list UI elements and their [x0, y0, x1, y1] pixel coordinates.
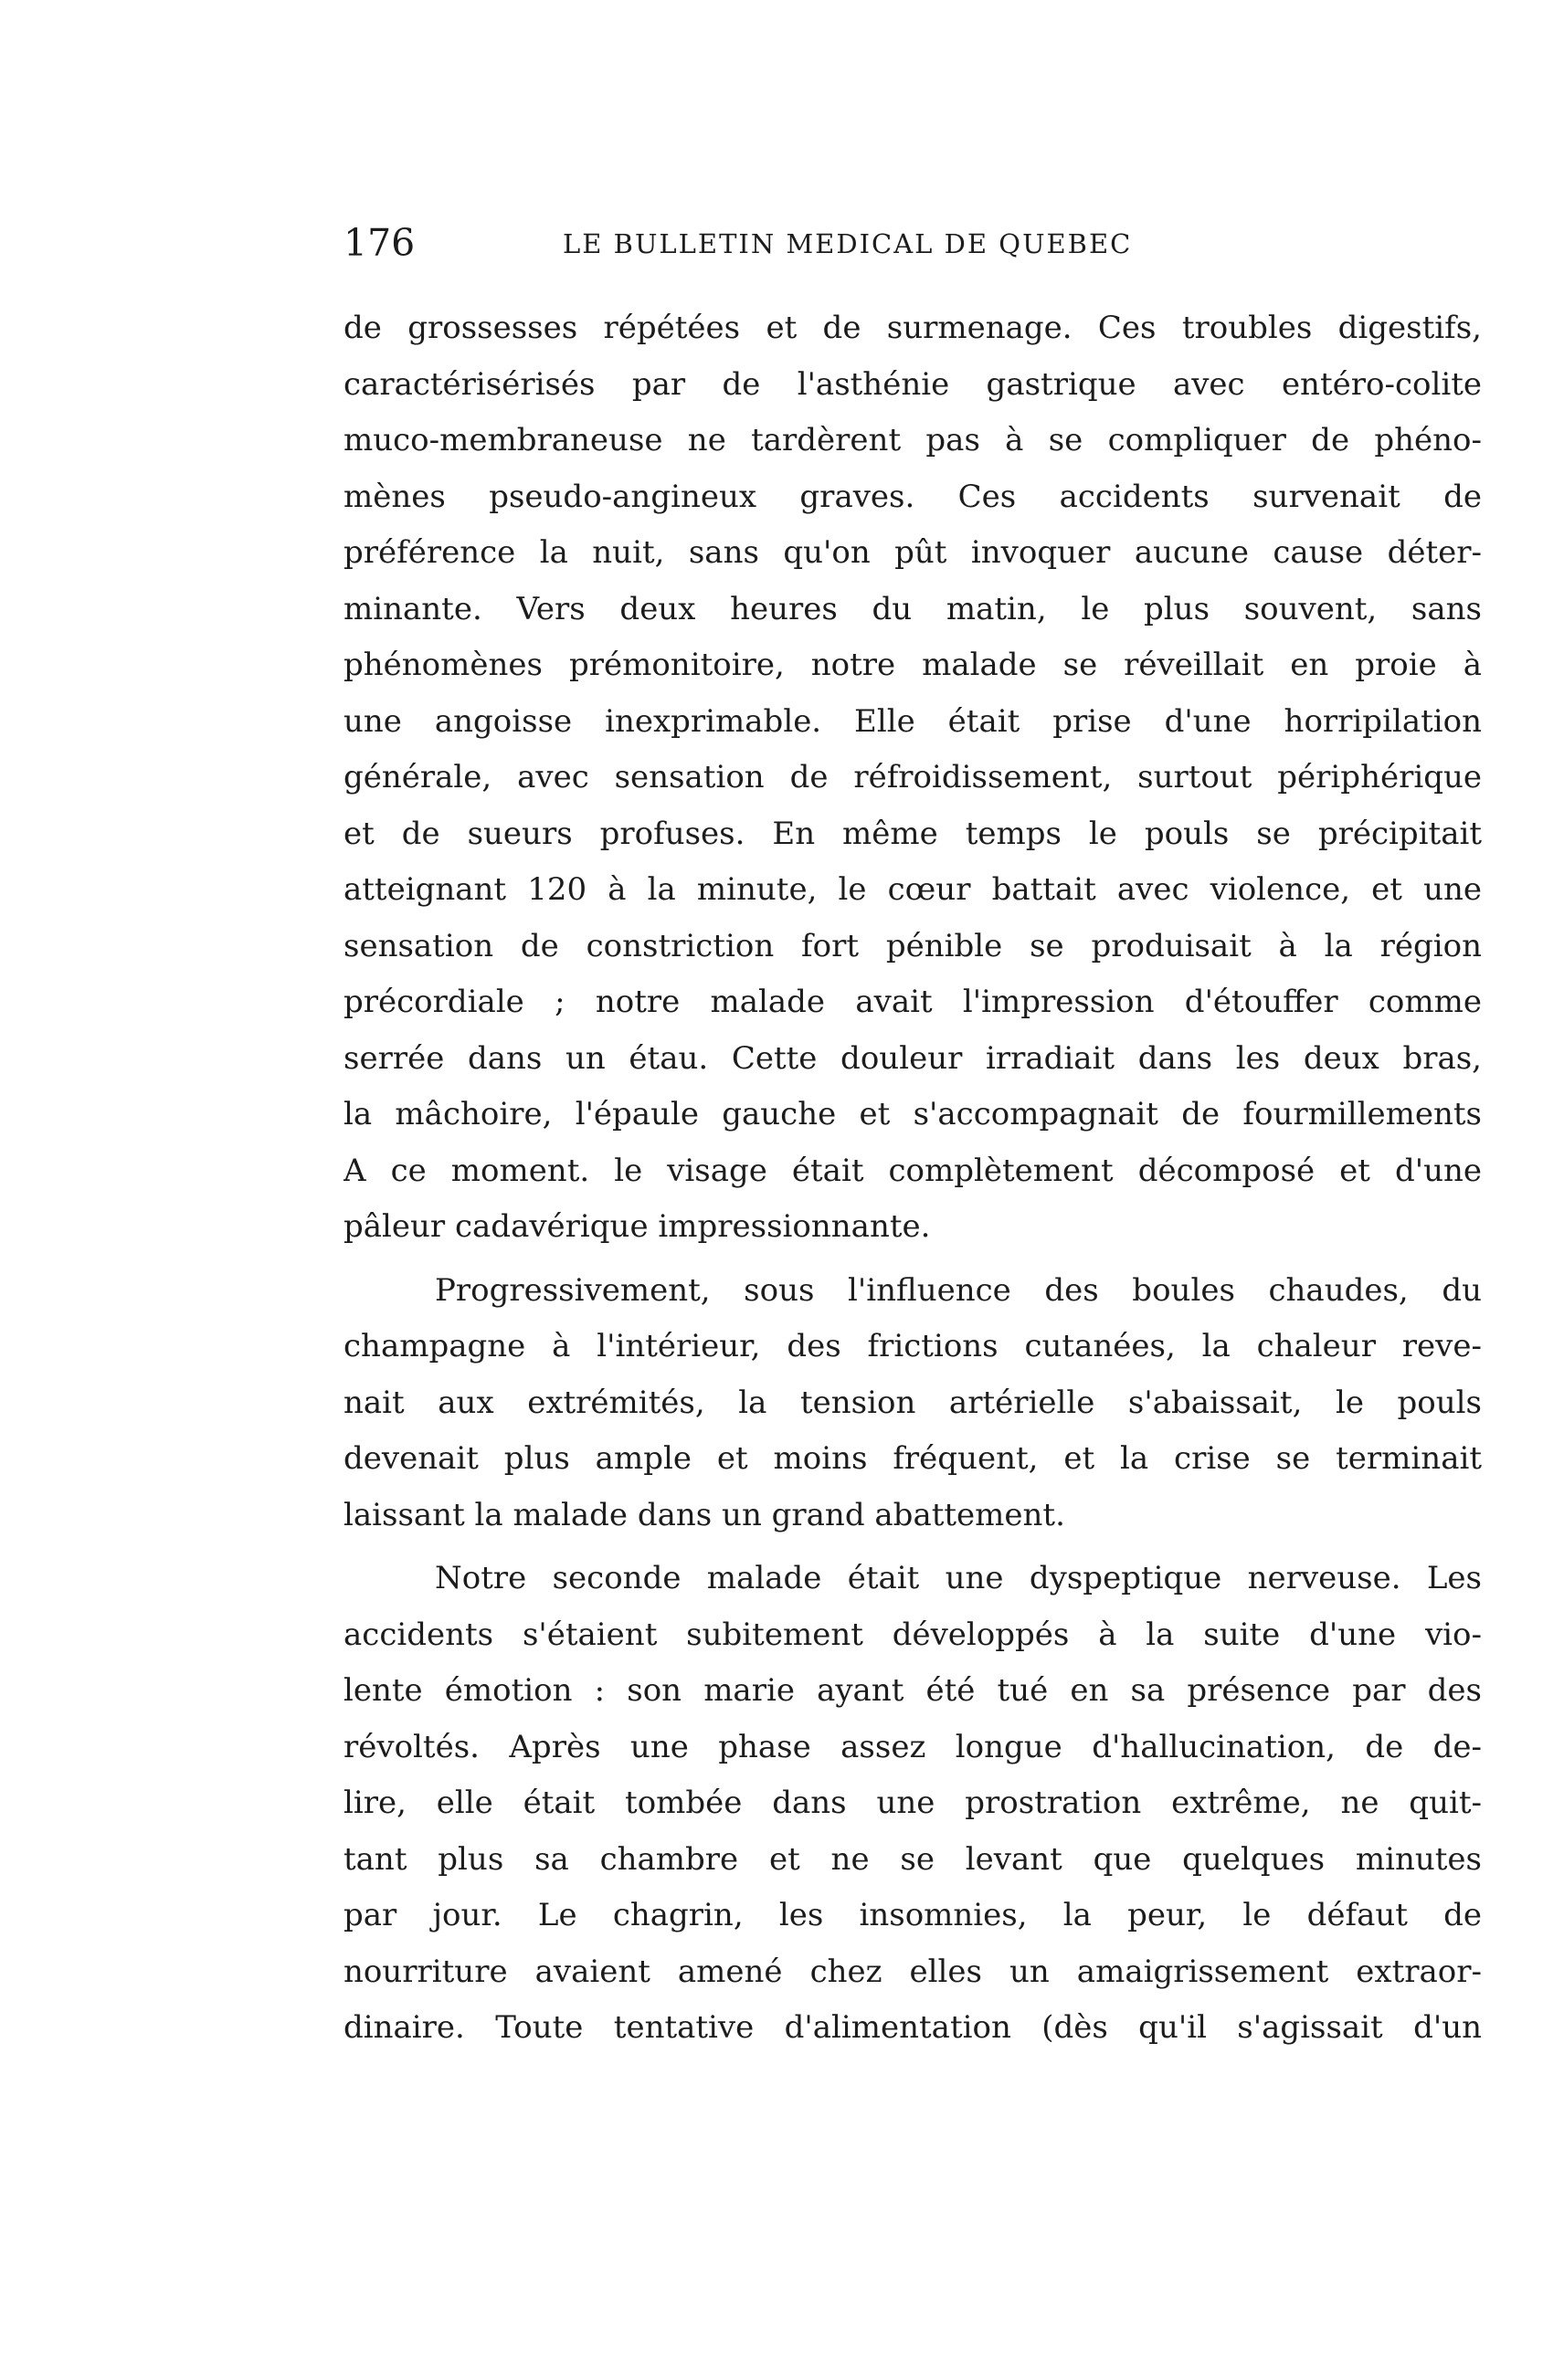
text-line: de grossesses répétées et de surmenage. Ces troubles digestifs, [343, 310, 1482, 346]
page-number: 176 [343, 221, 416, 265]
text-line: nait aux extrémités, la tension artérielle s'abaissait, le pouls [343, 1384, 1482, 1421]
text-line: champagne à l'intérieur, des frictions cutanées, la chaleur reve- [343, 1328, 1482, 1364]
text-line: serrée dans un étau. Cette douleur irradiait dans les deux bras, [343, 1039, 1482, 1077]
text-line: révoltés. Après une phase assez longue d'hallucination, de de- [343, 1728, 1482, 1765]
text-line: devenait plus ample et moins fréquent, et la crise se terminait [343, 1440, 1482, 1477]
text-line: laissant la malade dans un grand abattement. [343, 1496, 1065, 1533]
text-line: lente émotion : son marie ayant été tué en sa présence par des [343, 1672, 1482, 1709]
text-line: une angoisse inexprimable. Elle était prise d'une horripilation [343, 702, 1482, 740]
text-line: A ce moment. le visage était complètement décomposé et d'une [343, 1152, 1482, 1189]
text-line: sensation de constriction fort pénible se produisait à la région [343, 927, 1482, 964]
text-line: lire, elle était tombée dans une prostration extrême, ne quit- [343, 1785, 1482, 1821]
text-line: accidents s'étaient subitement développés à la suite d'une vio- [343, 1616, 1482, 1653]
text-line: préférence la nuit, sans qu'on pût invoquer aucune cause déter- [343, 534, 1482, 571]
text-line: tant plus sa chambre et ne se levant que quelques minutes [343, 1840, 1482, 1878]
text-line: Progressivement, sous l'influence des boules chaudes, du [435, 1271, 1482, 1309]
text-line: caractérisérisés par de l'asthénie gastrique avec entéro-colite [343, 365, 1482, 403]
paragraph-1 [343, 300, 1482, 1256]
text-line: pâleur cadavérique impressionnante. [343, 1208, 931, 1245]
text-line: phénomènes prémonitoire, notre malade se réveillait en proie à [343, 647, 1482, 683]
text-line: dinaire. Toute tentative d'alimentation (dès qu'il s'agissait d'un [343, 2009, 1482, 2046]
text-line: muco-membraneuse ne tardèrent pas à se compliquer de phéno- [343, 422, 1482, 458]
paragraph-2 [343, 1263, 1482, 1544]
text-line: minante. Vers deux heures du matin, le plus souvent, sans [343, 590, 1482, 627]
text-line: atteignant 120 à la minute, le cœur battait avec violence, et une [343, 871, 1482, 908]
text-line: précordiale ; notre malade avait l'impression d'étouffer comme [343, 984, 1482, 1020]
text-line: la mâchoire, l'épaule gauche et s'accompagnait de fourmillements [343, 1096, 1482, 1132]
text-line: nourriture avaient amené chez elles un amaigrissement extraor- [343, 1953, 1482, 1990]
body-text [343, 300, 1482, 2057]
paragraph-3 [343, 1551, 1482, 2057]
text-line: Notre seconde malade était une dyspeptique nerveuse. Les [435, 1560, 1482, 1596]
page-header [343, 220, 1257, 266]
text-line: mènes pseudo-angineux graves. Ces accidents survenait de [343, 478, 1482, 515]
running-title: LE BULLETIN MEDICAL DE QUEBEC [563, 228, 1133, 259]
text-line: et de sueurs profuses. En même temps le pouls se précipitait [343, 815, 1482, 852]
text-line: par jour. Le chagrin, les insomnies, la peur, le défaut de [343, 1897, 1482, 1933]
text-line: générale, avec sensation de réfroidissement, surtout périphérique [343, 759, 1482, 795]
